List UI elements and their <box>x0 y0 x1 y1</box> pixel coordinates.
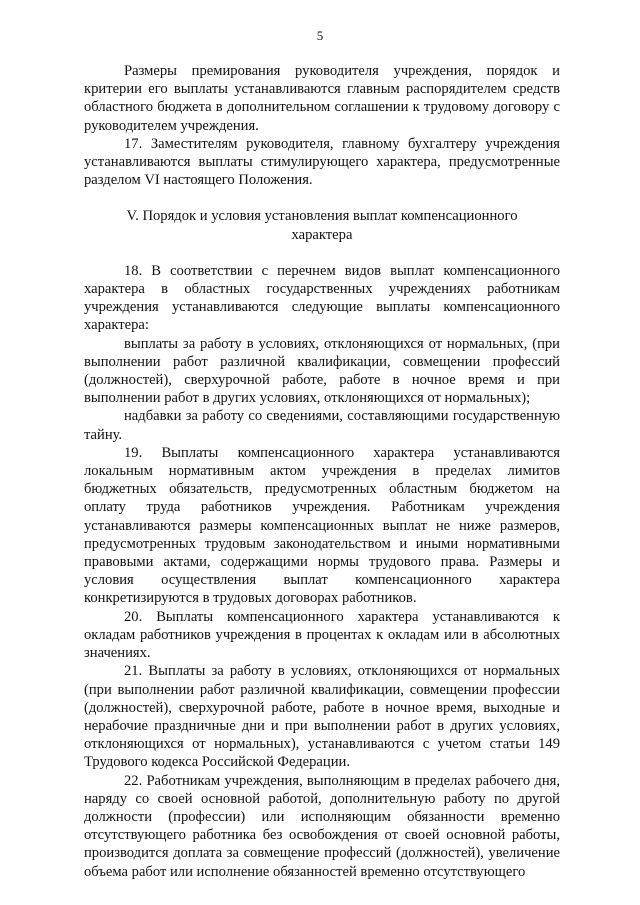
paragraph-19: 19. Выплаты компенсационного характера устанавливаются локальным нормативным актом учреждения в пределах лимитов бюджетных обязательств, предусмотренных областным бюджетом на оплату труда работников учреждения. Работникам учреждения устанавливаются размеры компенсационных выплат не ниже размеров, предусмотренных трудовым законодательством и иными нормативными правовыми актами, содержащими нормы трудового права. Размеры и условия осуществления выплат компенсационного характера конкретизируются в трудовых договорах работников. <box>84 444 560 607</box>
page-number: 5 <box>316 28 324 43</box>
paragraph-21: 21. Выплаты за работу в условиях, отклоняющихся от нормальных (при выполнении работ различной квалификации, совмещении профессии (должностей), сверхурочной работе, работе в ночное время, выходные и нерабочие праздничные дни и при выполнении работ в других условиях, отклоняющихся от нормальных), устанавливаются с учетом статьи 149 Трудового кодекса Российской Федерации. <box>84 663 560 771</box>
document-body <box>84 62 560 881</box>
paragraph-18-item-1: выплаты за работу в условиях, отклоняющихся от нормальных, (при выполнении работ различной квалификации, совмещении профессий (должностей), сверхурочной работе, работе в ночное время и при выполнении работ в других условиях, отклоняющихся от нормальных); <box>84 335 560 407</box>
paragraph-18-item-2: надбавки за работу со сведениями, составляющими государственную тайну. <box>84 408 560 443</box>
paragraph-20: 20. Выплаты компенсационного характера устанавливаются к окладам работников учреждения в процентах к окладам или в абсолютных значениях. <box>84 608 560 662</box>
paragraph-premium-sizes: Размеры премирования руководителя учреждения, порядок и критерии его выплаты устанавливаются главным распорядителем средств областного бюджета в дополнительном соглашении к трудовому договору с руководителем учреждения. <box>84 63 560 134</box>
paragraph-17: 17. Заместителям руководителя, главному бухгалтеру учреждения устанавливаются выплаты стимулирующего характера, предусмотренные разделом VI настоящего Положения. <box>84 135 560 189</box>
section-heading: V. Порядок и условия установления выплат компенсационного характера <box>126 208 518 243</box>
paragraph-18: 18. В соответствии с перечнем видов выплат компенсационного характера в областных государственных учреждениях работникам учреждения устанавливаются следующие выплаты компенсационного характера: <box>84 262 560 334</box>
paragraph-22: 22. Работникам учреждения, выполняющим в пределах рабочего дня, наряду со своей основной работой, дополнительную работу по другой должности (профессии) или исполняющим обязанности временно отсутствующего работника без освобождения от своей основной работы, производится доплата за совмещение профессий (должностей), увеличение объема работ или исполнение обязанностей временно отсутствующего <box>84 772 560 880</box>
